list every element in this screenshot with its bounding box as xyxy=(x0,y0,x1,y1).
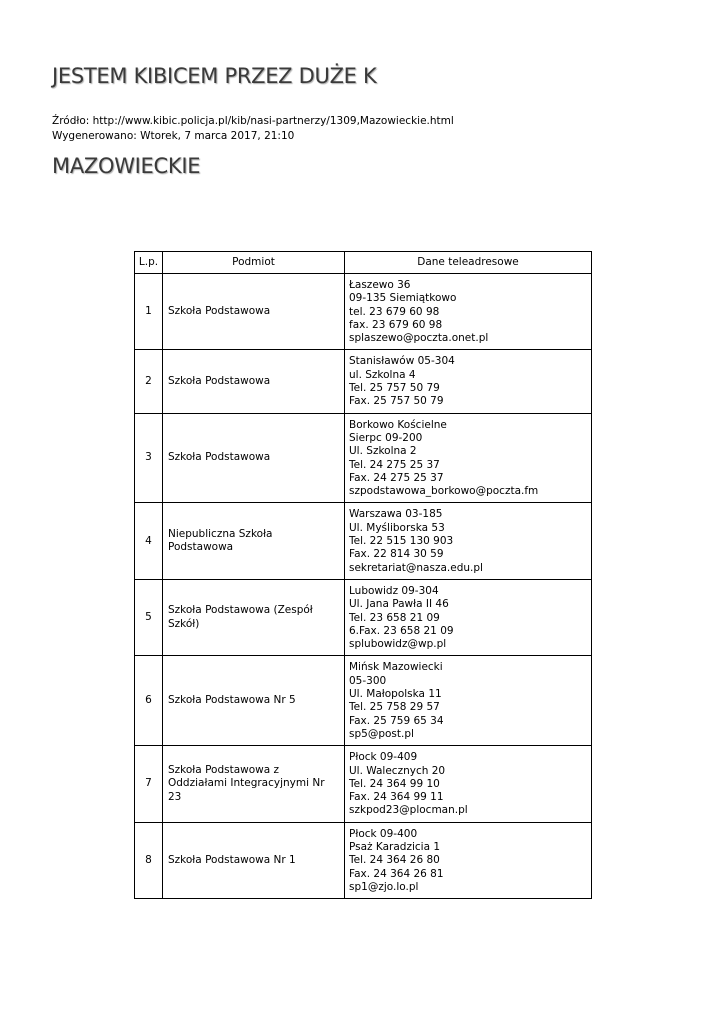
row-podmiot: Szkoła Podstawowa xyxy=(163,274,345,350)
row-lp: 4 xyxy=(135,503,163,579)
dane-line: Fax. 24 364 26 81 xyxy=(349,867,444,880)
dane-line: Fax. 25 757 50 79 xyxy=(349,395,444,408)
dane-line: 6.Fax. 23 658 21 09 xyxy=(349,624,454,637)
row-podmiot: Szkoła Podstawowa xyxy=(163,350,345,413)
dane-line: Tel. 22 515 130 903 xyxy=(349,535,454,548)
dane-line: Ul. Walecznych 20 xyxy=(349,764,446,777)
dane-line: Fax. 25 759 65 34 xyxy=(349,714,444,727)
dane-line: Tel. 23 658 21 09 xyxy=(349,611,440,624)
row-podmiot: Szkoła Podstawowa Nr 5 xyxy=(163,656,345,746)
row-lp: 5 xyxy=(135,579,163,655)
row-lp: 7 xyxy=(135,746,163,822)
dane-line: Psaż Karadzicia 1 xyxy=(349,840,441,853)
table-header-row xyxy=(135,252,592,274)
table-row xyxy=(135,350,592,413)
dane-line: Lubowidz 09-304 xyxy=(349,584,439,597)
table-row xyxy=(135,746,592,822)
dane-line: splaszewo@poczta.onet.pl xyxy=(349,332,489,345)
header-podmiot: Podmiot xyxy=(163,252,345,274)
dane-line: sekretariat@nasza.edu.pl xyxy=(349,561,483,574)
dane-line: sp5@post.pl xyxy=(349,727,414,740)
dane-line: Ul. Jana Pawła II 46 xyxy=(349,598,449,611)
dane-line: Sierpc 09-200 xyxy=(349,431,423,444)
row-podmiot: Szkoła Podstawowa Nr 1 xyxy=(163,822,345,898)
row-dane xyxy=(345,656,592,746)
row-dane xyxy=(345,579,592,655)
dane-line: Ul. Szkolna 2 xyxy=(349,445,417,458)
row-dane xyxy=(345,413,592,503)
dane-line: fax. 23 679 60 98 xyxy=(349,318,443,331)
dane-line: Tel. 25 758 29 57 xyxy=(349,701,440,714)
dane-line: Ul. Myśliborska 53 xyxy=(349,521,445,534)
row-dane xyxy=(345,274,592,350)
dane-line: Ul. Małopolska 11 xyxy=(349,688,442,701)
dane-line: ul. Szkolna 4 xyxy=(349,368,416,381)
dane-line: Borkowo Kościelne xyxy=(349,418,447,431)
page-title: JESTEM KIBICEM PRZEZ DUŻE K xyxy=(52,64,377,88)
row-dane xyxy=(345,822,592,898)
dane-line: Tel. 24 275 25 37 xyxy=(349,458,440,471)
dane-line: 09-135 Siemiątkowo xyxy=(349,292,457,305)
dane-line: Łaszewo 36 xyxy=(349,279,411,291)
dane-line: splubowidz@wp.pl xyxy=(349,638,447,651)
row-lp: 3 xyxy=(135,413,163,503)
source-line: Źródło: http://www.kibic.policja.pl/kib/nasi-partnerzy/1309,Mazowieckie.html xyxy=(52,115,454,127)
generated-line: Wygenerowano: Wtorek, 7 marca 2017, 21:10 xyxy=(52,130,295,142)
dane-line: Stanisławów 05-304 xyxy=(349,355,455,368)
dane-line: szkpod23@plocman.pl xyxy=(349,804,468,817)
row-lp: 6 xyxy=(135,656,163,746)
row-podmiot: Szkoła Podstawowa z Oddziałami Integracyjnymi Nr 23 xyxy=(163,746,345,822)
dane-line: Tel. 24 364 26 80 xyxy=(349,854,440,867)
table-row xyxy=(135,579,592,655)
dane-line: Fax. 22 814 30 59 xyxy=(349,548,444,561)
row-podmiot: Niepubliczna Szkoła Podstawowa xyxy=(163,503,345,579)
dane-line: Tel. 24 364 99 10 xyxy=(349,777,440,790)
table-row xyxy=(135,822,592,898)
dane-line: Warszawa 03-185 xyxy=(349,508,443,521)
dane-line: Mińsk Mazowiecki xyxy=(349,661,443,674)
dane-line: Płock 09-400 xyxy=(349,827,418,840)
row-podmiot: Szkoła Podstawowa xyxy=(163,413,345,503)
dane-line: Fax. 24 364 99 11 xyxy=(349,791,444,804)
dane-line: Płock 09-409 xyxy=(349,751,418,764)
dane-line: szpodstawowa_borkowo@poczta.fm xyxy=(349,485,539,498)
row-dane xyxy=(345,746,592,822)
table-row xyxy=(135,503,592,579)
row-lp: 1 xyxy=(135,274,163,350)
header-lp: L.p. xyxy=(135,252,163,274)
row-lp: 2 xyxy=(135,350,163,413)
dane-line: Tel. 25 757 50 79 xyxy=(349,382,440,395)
dane-line: tel. 23 679 60 98 xyxy=(349,305,440,318)
table-row xyxy=(135,274,592,350)
table-row xyxy=(135,413,592,503)
section-title: MAZOWIECKIE xyxy=(52,154,201,178)
dane-line: 05-300 xyxy=(349,674,387,687)
row-lp: 8 xyxy=(135,822,163,898)
header-dane: Dane teleadresowe xyxy=(345,252,592,274)
row-podmiot: Szkoła Podstawowa (Zespół Szkół) xyxy=(163,579,345,655)
document-meta xyxy=(52,114,454,144)
table-row xyxy=(135,656,592,746)
contacts-table xyxy=(134,251,592,899)
row-dane xyxy=(345,503,592,579)
dane-line: sp1@zjo.lo.pl xyxy=(349,880,419,893)
dane-line: Fax. 24 275 25 37 xyxy=(349,471,444,484)
row-dane xyxy=(345,350,592,413)
